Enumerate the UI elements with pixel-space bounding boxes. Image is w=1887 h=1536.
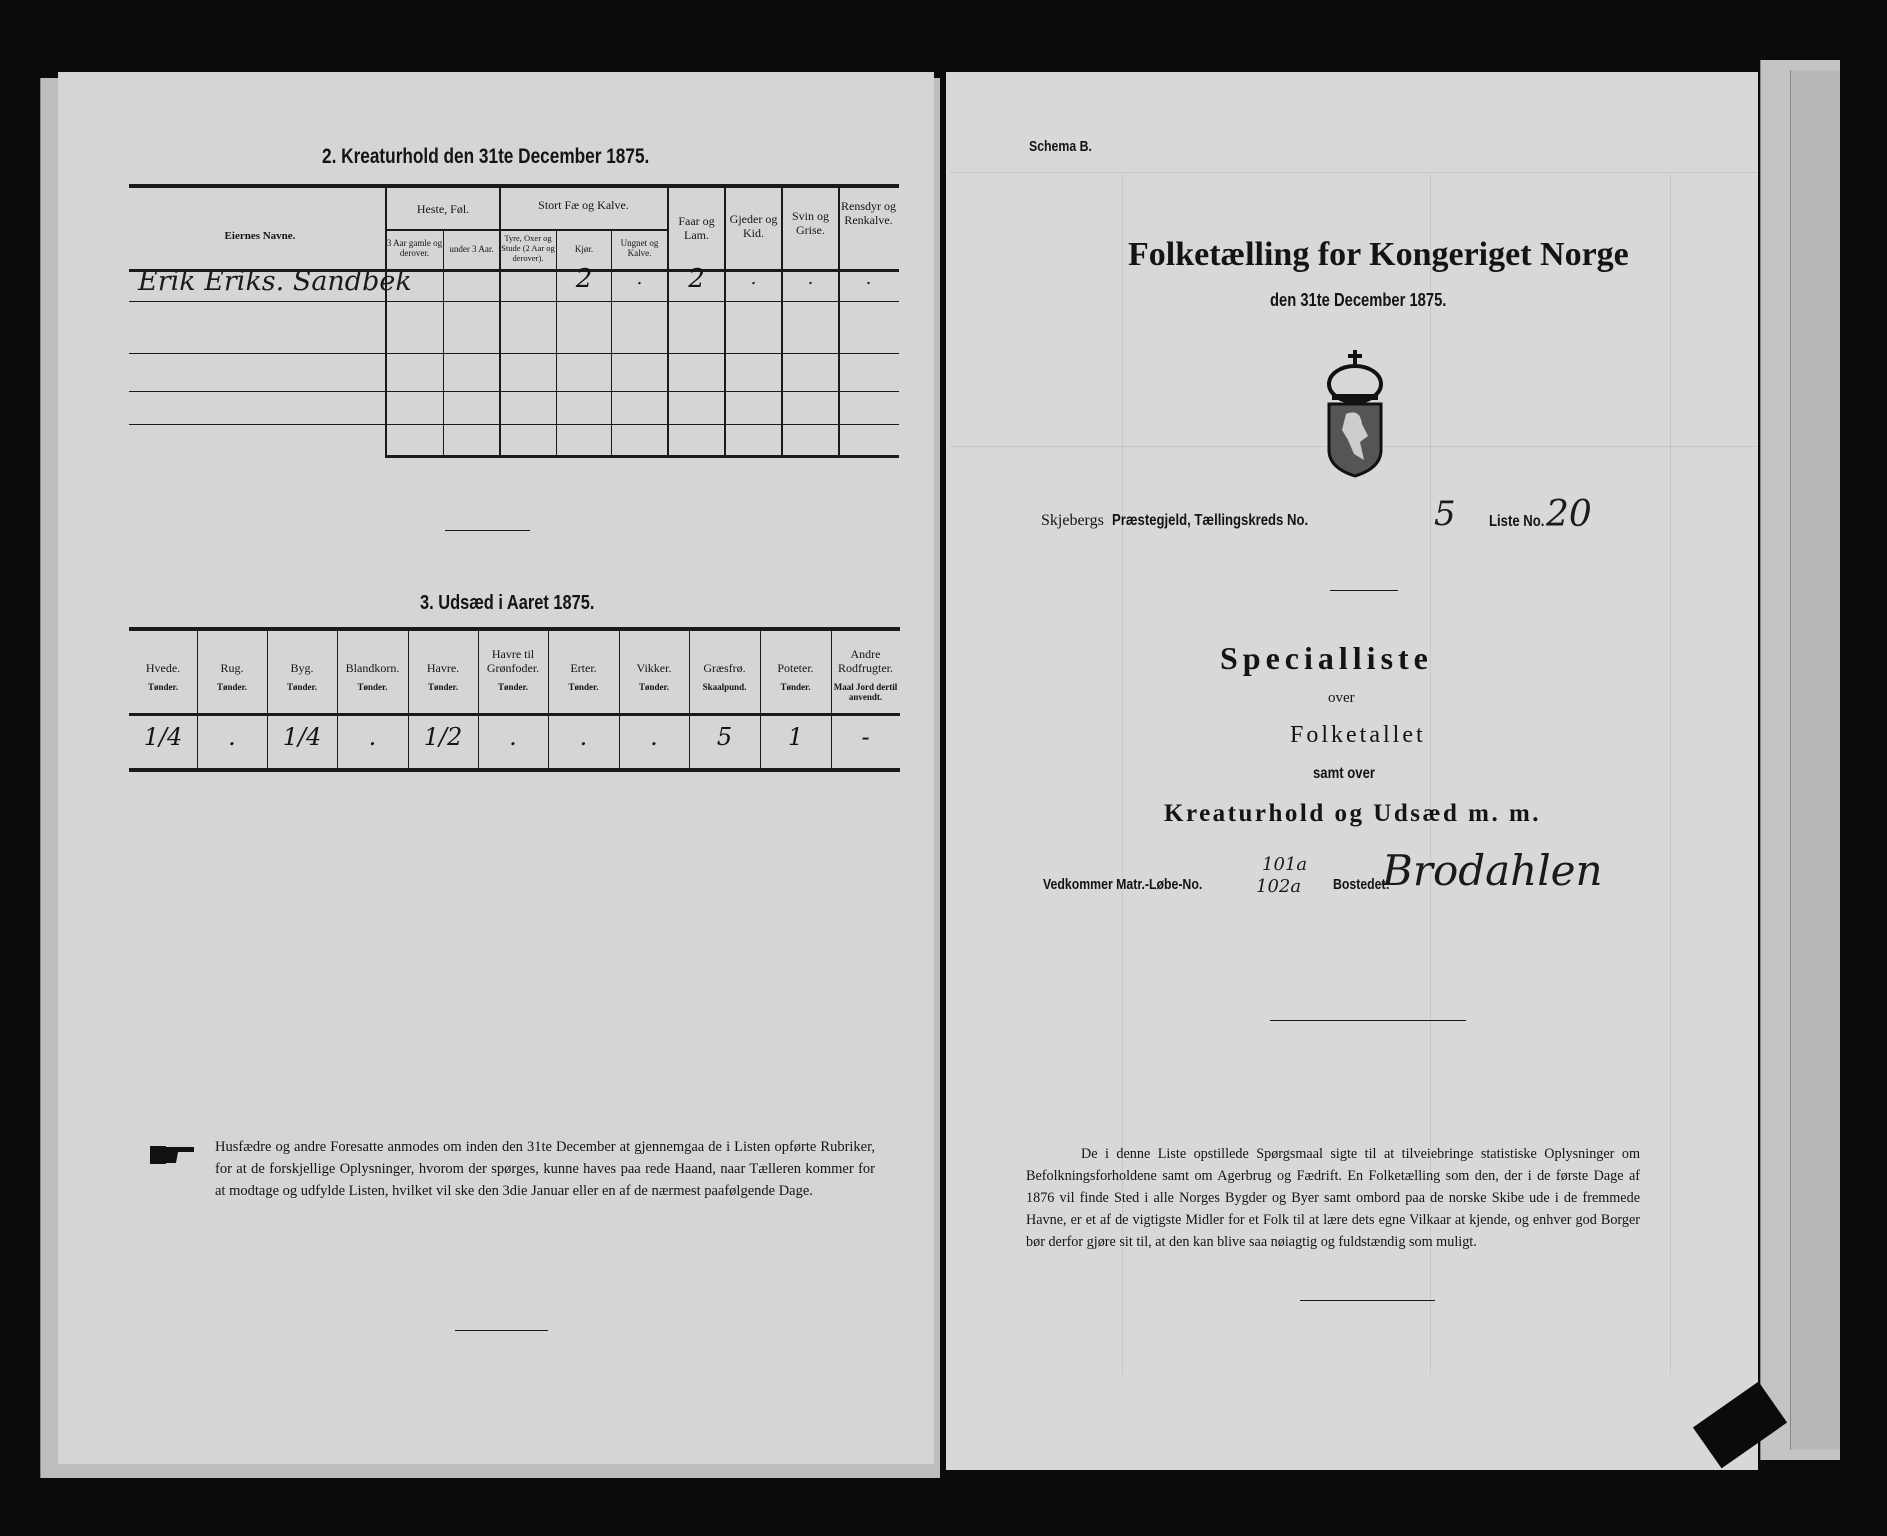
divider [1270,1020,1466,1021]
header-owner: Eiernes Navne. [224,230,296,242]
seed-value: . [228,723,236,751]
header-horses: Heste, Føl. [416,202,470,216]
seed-header [619,662,689,692]
seed-value: . [650,723,658,751]
header-horses-young: under 3 Aar. [449,244,494,254]
header-cows: Kjør. [574,244,594,254]
kreaturhold-heading: Kreaturhold og Udsæd m. m. [1164,800,1542,827]
seed-header [408,662,478,692]
matr-number-top: 101a [1262,854,1308,875]
value-young: . [636,268,643,289]
matr-number-bottom: 102a [1256,876,1302,897]
seed-header [197,662,267,692]
seed-header-unit: Tønder. [217,681,247,692]
divider [1330,590,1398,591]
over-label: over [1328,690,1355,706]
list-number: 20 [1546,494,1592,535]
samt-over-label: samt over [1313,765,1375,782]
page-edge [1790,70,1840,1450]
seed-header-unit: Tønder. [148,681,178,692]
seed-value: 1/4 [282,723,322,751]
seed-header-unit: Maal Jord dertil anvendt. [833,681,898,702]
header-horses-old: 3 Aar gamle og derover. [386,238,443,259]
census-title: Folketælling for Kongeriget Norge [1128,236,1629,273]
value-goats: . [750,268,757,289]
seed-header-name: Rug. [220,661,244,675]
seed-header [267,662,337,692]
census-date: den 31te December 1875. [1270,290,1447,310]
list-label: Liste No. [1489,513,1545,530]
header-bulls: Tyre, Oxer og Stude (2 Aar og derover). [501,233,555,263]
seed-header-unit: Tønder. [287,681,317,692]
seed-header-name: Havre. [426,661,460,675]
seed-header-name: Græsfrø. [703,661,746,675]
header-goats: Gjeder og Kid. [729,212,778,240]
bosted-label: Bostedet: [1333,876,1390,893]
value-cows: 2 [575,264,593,294]
header-sheep: Faar og Lam. [678,214,715,242]
district-number: 5 [1434,494,1456,534]
header-pigs: Svin og Grise. [791,209,829,237]
divider [445,530,530,531]
parish-name: Skjebergs [1041,512,1104,529]
seed-header-unit: Tønder. [428,681,458,692]
parish-label: Præstegjeld, Tællingskreds No. [1112,512,1309,529]
pointing-hand-icon [150,1144,196,1164]
notice-text: Husfædre og andre Foresatte anmodes om inden den 31te December at gjennemgaa de i Listen opførte Rubriker, for at de forskjellige Oplysninger, hvorom der spørges, kunne haves paa rede Haand, naar Tælleren kommer for at modtage og udfylde Listen, hvilket vil ske den 3die Januar eller en af de nærmest paafølgende Dage. [215,1139,875,1199]
owner-name: Erik Eriks. Sandbek [138,266,412,297]
seed-value: . [368,723,377,751]
seed-value: . [579,723,588,751]
value-reindeer: . [865,268,872,289]
seed-header-name: Erter. [570,661,597,675]
info-paragraph: De i denne Liste opstillede Spørgsmaal sigte til at tilveiebringe statistiske Oplysninger om Befolkningsforholdene samt om Agerbrug og Fædrift. En Folketælling som den, der i de første Dage af 1876 vil finde Sted i alle Norges Bygder og Byer samt ombord paa de norske Skibe ude i de fremmede Havne, er et af de vigtigste Midler for et Folk til at lære dets egne Vilkaar at kjende, og enhver god Borger bør derfor gjøre sit til, at den kan blive saa nøiagtig og fuldstændig som muligt. [1026,1146,1640,1250]
coat-of-arms-icon [1326,350,1384,478]
seed-header [337,662,408,692]
matr-label: Vedkommer Matr.-Løbe-No. [1043,876,1203,893]
value-pigs: . [807,268,814,289]
section3-title: 3. Udsæd i Aaret 1875. [420,592,595,614]
seed-header-name: Poteter. [777,661,814,675]
bosted-value: Brodahlen [1382,846,1603,895]
seed-header [548,662,619,692]
seed-header-unit: Tønder. [780,681,811,692]
seed-value: . [509,723,517,751]
seed-header-unit: Tønder. [568,681,599,692]
header-reindeer: Rensdyr og Renkalve. [841,199,896,227]
seed-header [129,662,197,692]
seed-value: - [861,723,870,751]
seed-header [689,662,760,692]
seed-value: 5 [716,723,733,751]
seed-header-name: Vikker. [636,661,672,675]
divider [455,1330,548,1331]
seed-header-name: Byg. [290,661,314,675]
seed-header [831,648,900,702]
folketallet-label: Folketallet [1290,722,1426,748]
seed-header-unit: Tønder. [639,681,669,692]
seed-header-unit: Skaalpund. [702,681,747,692]
specialliste-heading: Specialliste [1220,640,1433,676]
seed-value: 1/2 [423,723,463,751]
divider [1300,1300,1435,1301]
seed-header [760,662,831,692]
header-young: Ungnet og Kalve. [620,238,659,259]
header-cattle: Stort Fæ og Kalve. [538,198,629,212]
seed-header-name: Andre Rodfrugter. [838,647,893,675]
seed-value: 1/4 [143,723,183,751]
schema-label: Schema B. [1029,138,1092,155]
seed-header-name: Blandkorn. [345,661,400,675]
seed-header-name: Havre til Grønfoder. [486,647,540,675]
value-sheep: 2 [688,264,705,294]
section2-title: 2. Kreaturhold den 31te December 1875. [322,145,650,168]
seed-value: 1 [787,723,804,751]
seed-header-name: Hvede. [145,661,181,675]
seed-header-unit: Tønder. [498,681,528,692]
seed-header [478,648,548,692]
seed-header-unit: Tønder. [357,681,388,692]
